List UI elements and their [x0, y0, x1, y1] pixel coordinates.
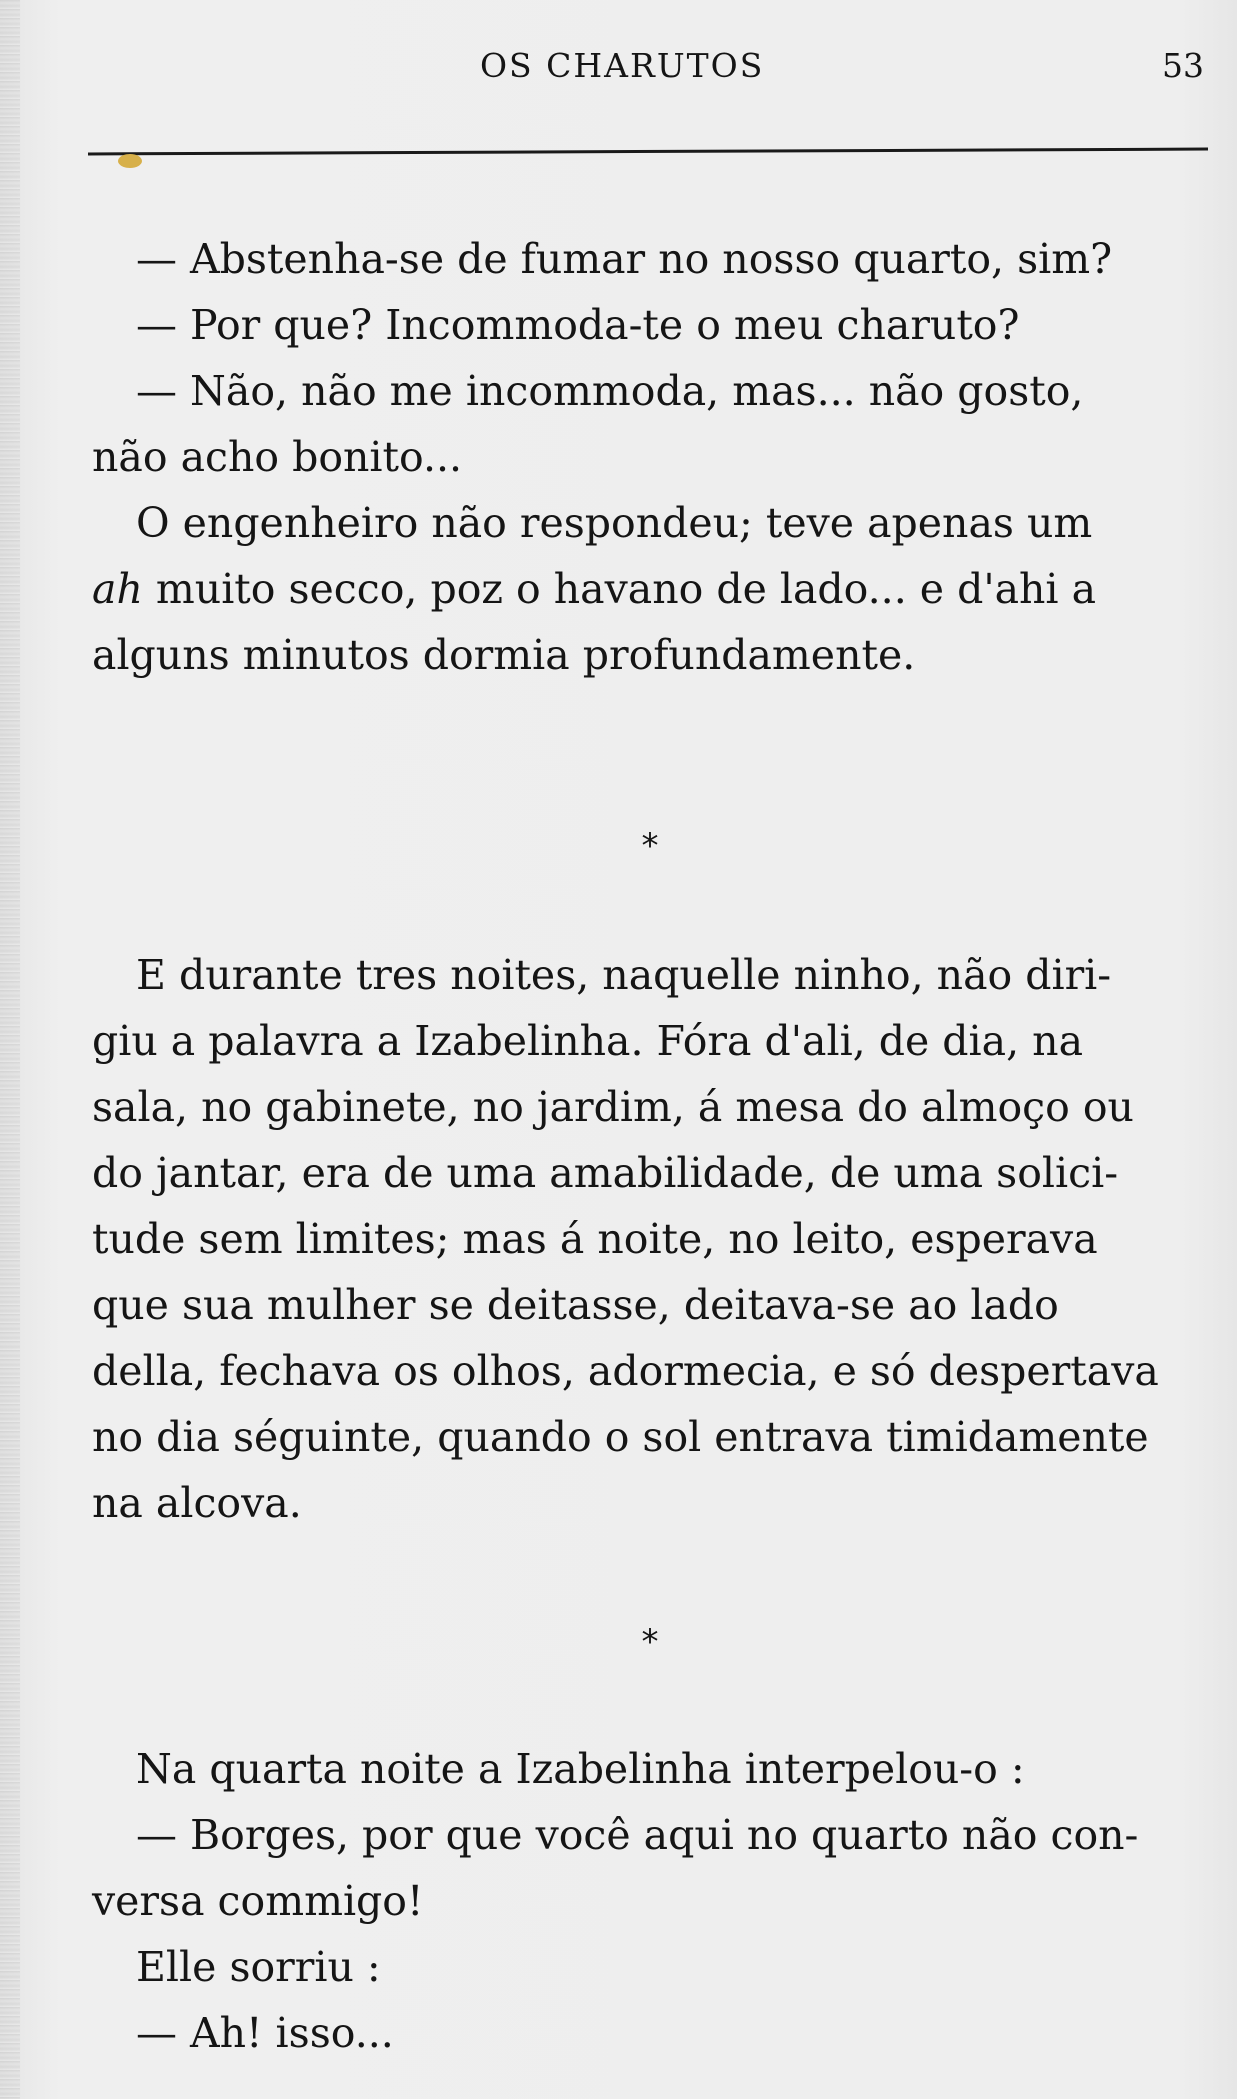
text-line: — Não, não me incommoda, mas... não gosto, [136, 367, 1084, 415]
text-line-with-italic [92, 556, 1212, 622]
text-line: não acho bonito... [92, 433, 463, 481]
paper-stain [118, 154, 142, 168]
paragraph-block-3 [92, 1736, 1212, 2066]
header-rule [88, 148, 1208, 156]
text-line: tude sem limites; mas á noite, no leito, esperava [92, 1215, 1098, 1263]
text-line: O engenheiro não respondeu; teve apenas um [136, 499, 1093, 547]
text-line: na alcova. [92, 1479, 302, 1527]
section-separator: * [641, 826, 659, 866]
text-line: que sua mulher se deitasse, deitava-se ao lado [92, 1281, 1059, 1329]
text-line: do jantar, era de uma amabilidade, de uma solici- [92, 1149, 1119, 1197]
page-header [0, 46, 1237, 86]
text-line: versa commigo! [92, 1877, 424, 1925]
text-line: — Por que? Incommoda-te o meu charuto? [136, 301, 1020, 349]
text-line: — Abstenha-se de fumar no nosso quarto, sim? [136, 235, 1113, 283]
italic-word: ah [92, 565, 143, 613]
text-line: della, fechava os olhos, adormecia, e só despertava [92, 1347, 1159, 1395]
text-line: sala, no gabinete, no jardim, á mesa do almoço ou [92, 1083, 1134, 1131]
text-line: muito secco, poz o havano de lado... e d'ahi a [155, 565, 1097, 613]
section-separator: * [641, 1622, 659, 1662]
paragraph-block-2 [92, 942, 1212, 1536]
running-title: OS CHARUTOS [480, 46, 765, 85]
text-line: Na quarta noite a Izabelinha interpelou-o : [136, 1745, 1025, 1793]
page-number: 53 [1162, 46, 1204, 85]
text-line: no dia séguinte, quando o sol entrava timidamente [92, 1413, 1149, 1461]
text-line: alguns minutos dormia profundamente. [92, 631, 916, 679]
text-line: — Borges, por que você aqui no quarto não con- [136, 1811, 1139, 1859]
text-line: E durante tres noites, naquelle ninho, não diri- [136, 951, 1112, 999]
page-left-edge [0, 0, 20, 2099]
text-line: giu a palavra a Izabelinha. Fóra d'ali, de dia, na [92, 1017, 1084, 1065]
text-line: — Ah! isso... [136, 2009, 394, 2057]
paragraph-block-1 [92, 226, 1212, 688]
text-line: Elle sorriu : [136, 1943, 381, 1991]
